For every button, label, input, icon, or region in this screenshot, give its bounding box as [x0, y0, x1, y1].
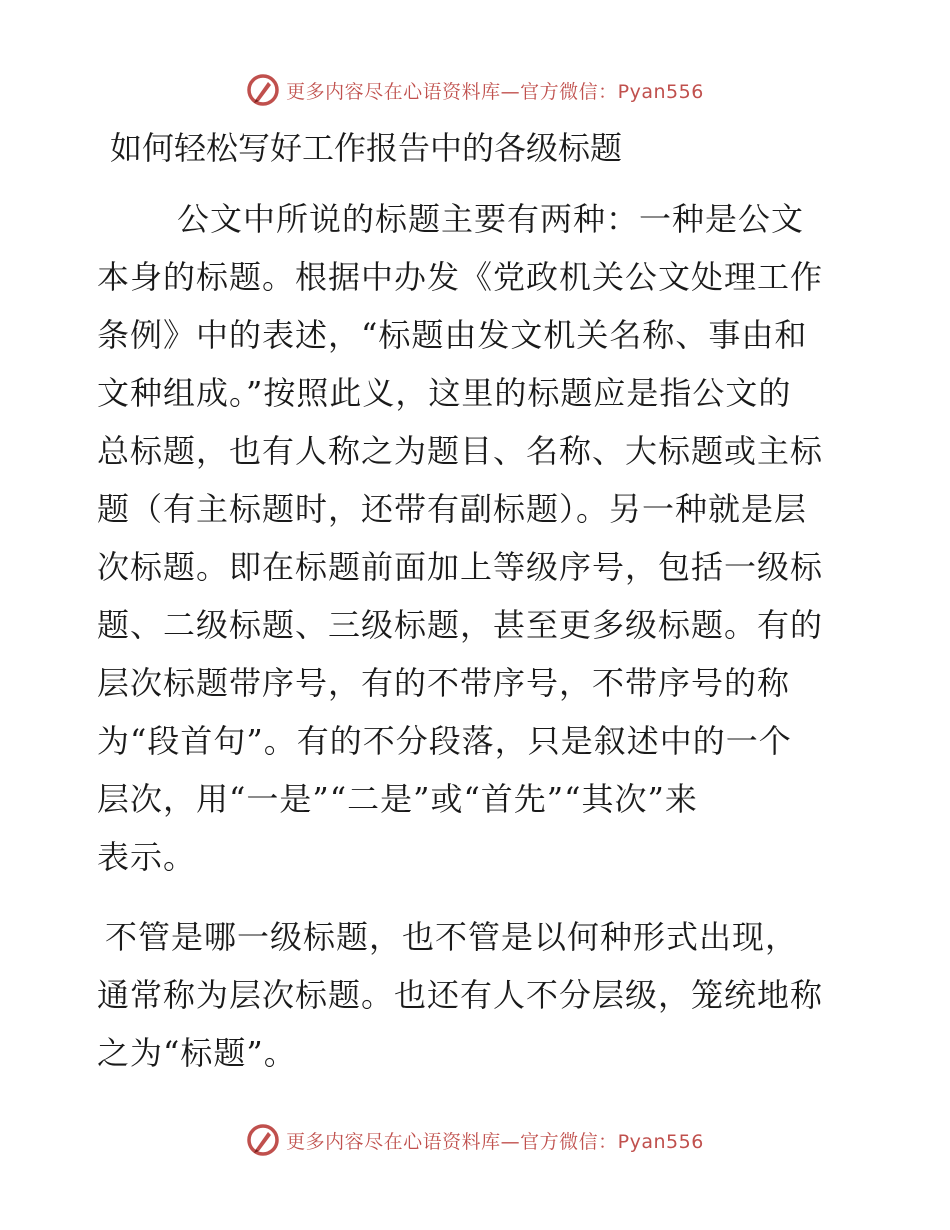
- header-banner-content: [246, 73, 704, 107]
- pen-logo-icon: [246, 73, 280, 107]
- document-title: 如何轻松写好工作报告中的各级标题: [110, 129, 623, 167]
- paragraph-line: 层次，用“一是”“二是”或“首先”“其次”来: [97, 780, 698, 818]
- paragraph-line: 题（有主标题时，还带有副标题）。另一种就是层: [97, 490, 808, 528]
- paragraph-line: 总标题，也有人称之为题目、名称、大标题或主标: [97, 432, 824, 470]
- paragraph-line: 题、二级标题、三级标题，甚至更多级标题。有的: [97, 606, 824, 644]
- footer-banner-content: [246, 1123, 704, 1157]
- paragraph-line: 为“段首句”。有的不分段落，只是叙述中的一个: [97, 722, 792, 760]
- paragraph-line: 条例》中的表述，“标题由发文机关名称、事由和: [97, 316, 808, 354]
- paragraph-line: 通常称为层次标题。也还有人不分层级，笼统地称: [97, 976, 824, 1014]
- footer-banner-text: 更多内容尽在心语资料库—官方微信：Pyan556: [286, 1130, 704, 1153]
- paragraph-line: 本身的标题。根据中办发《党政机关公文处理工作: [97, 258, 824, 296]
- paragraph-line: 次标题。即在标题前面加上等级序号，包括一级标: [97, 548, 824, 586]
- paragraph-line: 文种组成。”按照此义，这里的标题应是指公文的: [97, 374, 792, 412]
- paragraph-line: 不管是哪一级标题，也不管是以何种形式出现，: [105, 918, 799, 956]
- paragraph-line: 表示。: [97, 838, 197, 876]
- pen-logo-icon: [246, 1123, 280, 1157]
- paragraph-line: 公文中所说的标题主要有两种：一种是公文: [177, 200, 805, 238]
- paragraph-line: 之为“标题”。: [97, 1034, 297, 1072]
- paragraph-line: 层次标题带序号，有的不带序号，不带序号的称: [97, 664, 791, 702]
- paragraph-2: [97, 908, 853, 1082]
- header-banner-text: 更多内容尽在心语资料库—官方微信：Pyan556: [286, 80, 704, 103]
- paragraph-1: [97, 190, 853, 886]
- footer-banner: [0, 1120, 950, 1160]
- header-banner: [0, 70, 950, 110]
